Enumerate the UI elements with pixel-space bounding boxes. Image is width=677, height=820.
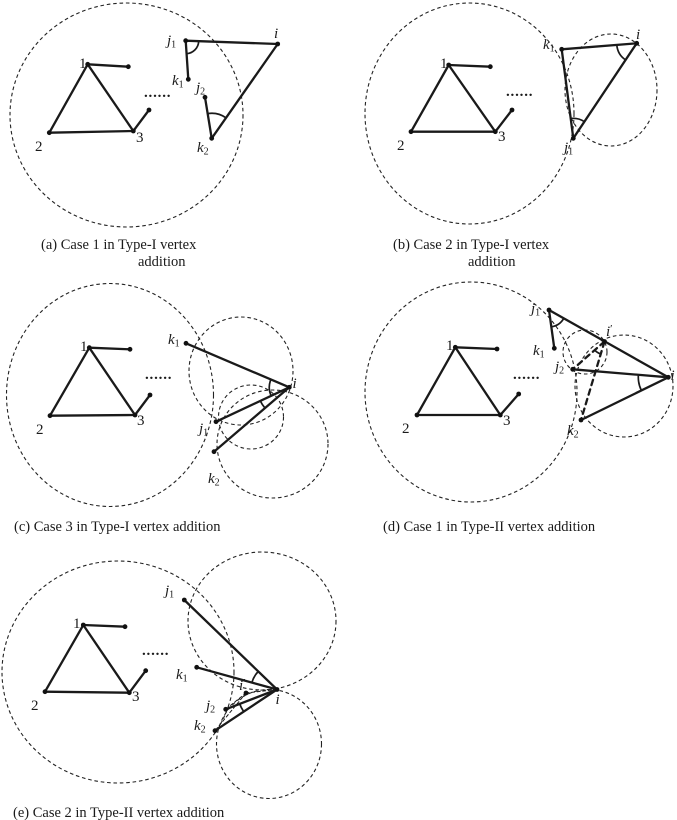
vertex-dot <box>128 347 133 352</box>
angle-arc <box>187 41 199 54</box>
graph-edge <box>45 692 129 693</box>
vertex-dot <box>213 728 218 733</box>
vertex-label: 3 <box>137 413 145 429</box>
vertex-label: i <box>275 692 280 708</box>
vertex-dot <box>453 345 458 350</box>
vertex-label: 2 <box>35 139 43 155</box>
graph-edge <box>573 43 636 138</box>
graph-edge <box>186 343 289 387</box>
graph-edge <box>455 347 497 349</box>
vertex-dot <box>275 42 280 47</box>
ellipsis-dots: ...... <box>513 367 541 383</box>
figure-caption: (c) Case 3 in Type-I vertex addition <box>14 519 221 535</box>
graph-edge <box>500 394 518 415</box>
dashed-circle <box>575 335 673 437</box>
vertex-label: i′ <box>606 323 613 340</box>
vertex-label: 3 <box>132 689 140 705</box>
vertex-dot <box>143 668 148 673</box>
vertex-label: j1 <box>531 301 541 319</box>
graph-edge <box>135 395 150 415</box>
vertex-dot <box>47 130 52 135</box>
graph-edge <box>83 625 129 693</box>
graph-edge <box>83 625 125 627</box>
vertex-label: j1 <box>165 583 175 601</box>
vertex-label: k1 <box>168 332 180 350</box>
vertex-dot <box>498 413 503 418</box>
vertex-dot <box>579 418 584 423</box>
figure-a <box>10 3 280 270</box>
graph-edge <box>549 310 554 348</box>
graph-edge <box>562 43 637 49</box>
vertex-dot <box>223 707 228 712</box>
graph-edge <box>417 347 455 415</box>
graph-edge <box>49 64 87 132</box>
vertex-dot <box>87 345 92 350</box>
vertex-dot <box>127 690 132 695</box>
vertex-label: j1 <box>199 421 209 439</box>
figure-c <box>7 284 329 536</box>
graph-edge <box>455 347 500 415</box>
graph-edge <box>205 97 212 138</box>
graph-edge <box>186 41 189 80</box>
vertex-label: 1 <box>446 338 454 354</box>
vertex-label: 3 <box>498 129 506 145</box>
dashed-circle <box>7 284 214 507</box>
angle-arc <box>617 45 626 60</box>
figure-caption: (a) Case 1 in Type-I vertex <box>41 237 197 253</box>
angle-arc <box>595 350 601 354</box>
vertex-label: j2 <box>206 698 216 716</box>
vertex-label: 1 <box>80 339 88 355</box>
angle-arc <box>208 113 226 118</box>
vertex-dot <box>48 413 53 418</box>
vertex-label: i <box>292 376 297 392</box>
vertex-dot <box>415 413 420 418</box>
vertex-dot <box>214 419 219 424</box>
vertex-dot <box>182 598 187 603</box>
graph-edge <box>88 64 134 131</box>
vertex-label: 1 <box>79 56 87 72</box>
graph-edge <box>216 387 289 421</box>
vertex-label: 1 <box>73 616 81 632</box>
graph-edge <box>50 348 89 416</box>
vertex-dot <box>209 136 214 141</box>
graph-edge <box>562 49 574 138</box>
graph-edge <box>449 65 491 67</box>
angle-arc <box>260 401 265 408</box>
vertex-label: 2 <box>397 138 405 154</box>
vertex-dot <box>43 689 48 694</box>
vertex-label: j2 <box>196 80 206 98</box>
figure-caption: (d) Case 1 in Type-II vertex addition <box>383 519 596 535</box>
vertex-label: 2 <box>36 422 44 438</box>
vertex-dot <box>552 346 557 351</box>
graph-edge <box>186 41 278 44</box>
vertex-label: i <box>636 27 641 43</box>
vertex-label: i′ <box>239 677 246 694</box>
vertex-dot <box>495 347 500 352</box>
vertex-label: i <box>274 26 279 42</box>
figure-e <box>2 552 336 820</box>
graph-edge <box>133 110 149 131</box>
vertex-dot <box>287 385 292 390</box>
graph-edge <box>45 625 83 692</box>
vertex-label: j1 <box>167 33 177 51</box>
graph-edge <box>89 348 135 415</box>
vertex-label: j1 <box>564 140 574 158</box>
graph-edge <box>226 693 246 709</box>
vertex-label: k2 <box>194 718 206 736</box>
vertex-dot <box>559 47 564 52</box>
ellipsis-dots: ...... <box>144 85 172 101</box>
vertex-dot <box>571 136 576 141</box>
vertex-dot <box>184 341 189 346</box>
dashed-circle <box>365 282 577 502</box>
vertex-dot <box>131 129 136 134</box>
graph-edge <box>581 377 668 420</box>
angle-arc <box>269 380 271 396</box>
vertex-label: k2 <box>567 423 579 441</box>
graph-edge <box>411 65 449 132</box>
graph-edge <box>50 415 135 416</box>
vertex-dot <box>81 623 86 628</box>
dashed-circle <box>188 552 336 690</box>
vertex-label: 2 <box>31 698 39 714</box>
vertex-label: k2 <box>197 140 209 158</box>
vertex-label: 2 <box>402 421 410 437</box>
dashed-circle <box>2 561 234 783</box>
vertex-dot <box>186 77 191 82</box>
dashed-circle <box>217 390 328 498</box>
figure-caption: addition <box>468 254 516 270</box>
figure-caption: addition <box>138 254 186 270</box>
vertex-label: 3 <box>503 413 511 429</box>
graph-edge <box>89 348 130 350</box>
vertex-dot <box>409 129 414 134</box>
graph-edge <box>49 131 133 133</box>
graph-edge <box>449 65 496 132</box>
angle-arc <box>252 671 258 682</box>
vertex-dot <box>547 308 552 313</box>
figure-caption: (e) Case 2 in Type-II vertex addition <box>13 805 225 820</box>
figure-caption: (b) Case 2 in Type-I vertex <box>393 237 550 253</box>
vertex-dot <box>516 392 521 397</box>
vertex-dot <box>570 367 575 372</box>
vertex-label: k1 <box>533 343 545 361</box>
vertex-dot <box>244 691 249 696</box>
vertex-dot <box>488 64 493 69</box>
figure-d <box>365 282 675 535</box>
vertex-dot <box>126 64 131 69</box>
vertex-label: 3 <box>136 130 144 146</box>
vertex-dot <box>147 108 152 113</box>
ellipsis-dots: ...... <box>145 367 173 383</box>
vertex-dot <box>194 665 199 670</box>
graph-edge <box>212 44 278 138</box>
vertex-label: 1 <box>440 56 448 72</box>
ellipsis-dots: ...... <box>142 643 170 659</box>
ellipsis-dots: ...... <box>506 84 534 100</box>
vertex-dot <box>123 624 128 629</box>
vertex-dot <box>212 449 217 454</box>
vertex-dot <box>183 38 188 43</box>
vertex-label: i <box>670 368 675 384</box>
vertex-dot <box>148 393 153 398</box>
vertex-label: k1 <box>176 667 188 685</box>
vertex-label: j2 <box>555 359 565 377</box>
vertex-dot <box>493 129 498 134</box>
vertex-label: k1 <box>543 37 555 55</box>
vertex-label: k1 <box>172 73 184 91</box>
vertex-label: k2 <box>208 471 220 489</box>
figure-b <box>365 3 657 270</box>
angle-arc <box>638 375 641 391</box>
graph-edge <box>88 64 129 66</box>
vertex-dot <box>510 108 515 113</box>
